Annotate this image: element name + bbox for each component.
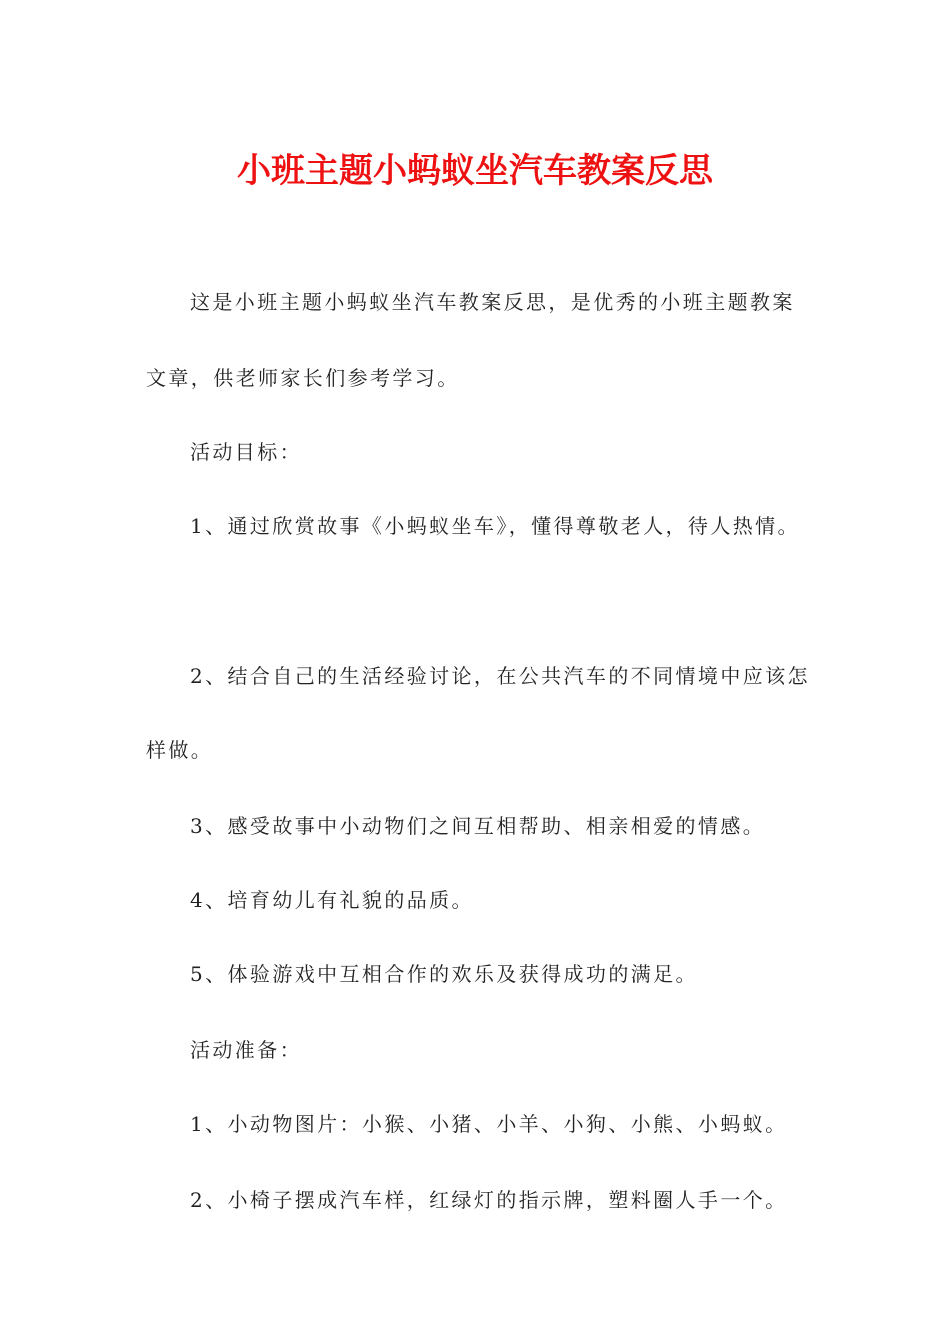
paragraph-line: 1、通过欣赏故事《小蚂蚁坐车》，懂得尊敬老人，待人热情。 bbox=[190, 514, 800, 538]
paragraph-line: 4、培育幼儿有礼貌的品质。 bbox=[190, 888, 474, 912]
paragraph-line: 活动准备： bbox=[190, 1038, 302, 1062]
paragraph-line: 2、小椅子摆成汽车样，红绿灯的指示牌，塑料圈人手一个。 bbox=[190, 1188, 788, 1212]
paragraph-line: 活动目标： bbox=[190, 440, 302, 464]
paragraph-line: 5、体验游戏中互相合作的欢乐及获得成功的满足。 bbox=[190, 962, 698, 986]
paragraph-line: 样做。 bbox=[146, 738, 214, 762]
paragraph-line: 文章，供老师家长们参考学习。 bbox=[146, 366, 460, 390]
paragraph-line: 3、感受故事中小动物们之间互相帮助、相亲相爱的情感。 bbox=[190, 814, 766, 838]
paragraph-line: 2、结合自己的生活经验讨论，在公共汽车的不同情境中应该怎 bbox=[190, 664, 810, 688]
document-title: 小班主题小蚂蚁坐汽车教案反思 bbox=[237, 151, 713, 191]
paragraph-line: 这是小班主题小蚂蚁坐汽车教案反思，是优秀的小班主题教案 bbox=[190, 290, 795, 314]
paragraph-line: 1、小动物图片：小猴、小猪、小羊、小狗、小熊、小蚂蚁。 bbox=[190, 1112, 788, 1136]
